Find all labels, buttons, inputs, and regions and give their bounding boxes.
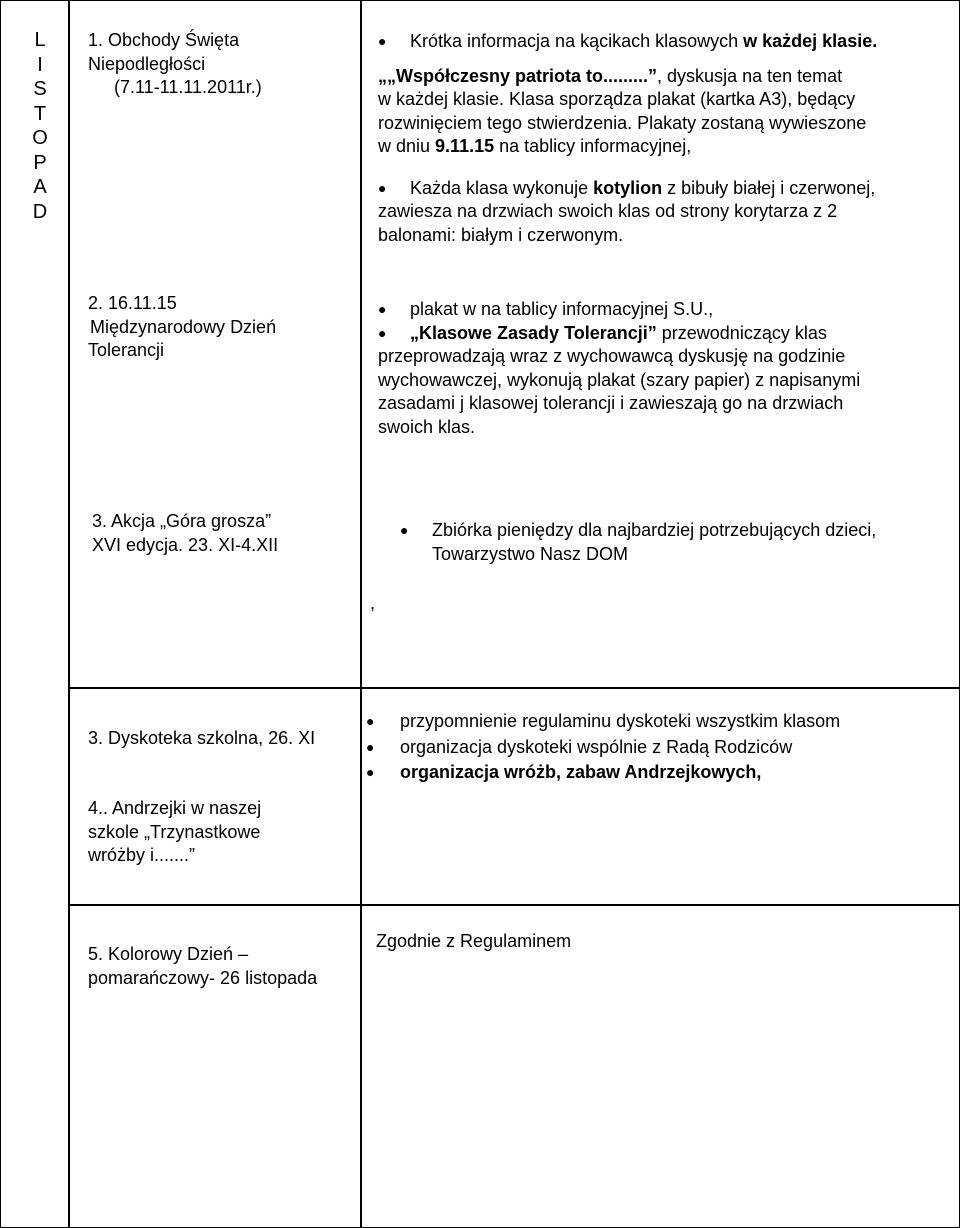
- item-text: organizacja dyskoteki wspólnie z Radą Rodziców: [400, 736, 793, 757]
- title-line: 1. Obchody Święta: [88, 30, 240, 50]
- item-text: zawiesza na drzwiach swoich klas od strony korytarza z 2: [378, 201, 838, 221]
- list-item: [366, 736, 951, 760]
- item-text: Towarzystwo Nasz DOM: [432, 543, 629, 564]
- title-line: Tolerancji: [88, 340, 165, 360]
- item-text: wychowawczej, wykonują plakat (szary papier) z napisanymi: [378, 369, 861, 390]
- list-item: [400, 519, 955, 566]
- bullet-icon: ●: [366, 764, 375, 780]
- item-emphasis: organizacja wróżb, zabaw Andrzejkowych,: [400, 762, 762, 782]
- title-line: Międzynarodowy Dzień: [90, 316, 277, 337]
- item-text: w każdej klasie. Klasa sporządza plakat (kartka A3), będący: [378, 89, 856, 109]
- list-item: [378, 322, 953, 440]
- item-text: plakat w na tablicy informacyjnej S.U.,: [410, 299, 714, 319]
- bullet-icon: ●: [378, 324, 387, 341]
- item-emphasis: 9.11.15: [435, 136, 495, 156]
- event-title-6: [88, 943, 317, 990]
- month-letter: P: [33, 151, 47, 174]
- month-label: [30, 28, 50, 224]
- bullet-icon: ●: [378, 33, 387, 49]
- column-divider-2: [360, 0, 362, 1228]
- event-details-2: [378, 298, 953, 439]
- event-title-3: [92, 510, 278, 557]
- bullet-icon: ●: [378, 301, 387, 317]
- item-text: , dyskusja na ten temat: [657, 65, 843, 86]
- item-text: z bibuły białej i czerwonej,: [662, 177, 876, 198]
- event-title-4: [88, 727, 315, 751]
- title-line: pomarańczowy- 26 listopada: [88, 967, 318, 988]
- month-letter: S: [33, 78, 47, 100]
- item-text: w dniu: [378, 136, 436, 156]
- row-divider-1: [68, 687, 960, 689]
- month-letter: T: [33, 102, 47, 125]
- item-text: balonami: białym i czerwonym.: [378, 224, 624, 245]
- item-text: przewodniczący klas: [656, 322, 827, 343]
- month-letter: L: [34, 29, 46, 51]
- item-text: na tablicy informacyjnej,: [494, 136, 692, 156]
- list-item: [378, 30, 953, 54]
- item-text: Każda klasa wykonuje: [410, 177, 594, 198]
- event-details-5: Zgodnie z Regulaminem: [376, 931, 572, 951]
- item-emphasis: kotylion: [593, 177, 663, 198]
- title-line: 4.. Andrzejki w naszej: [88, 798, 262, 818]
- stray-comma: ,: [370, 593, 376, 613]
- item-emphasis: w każdej klasie.: [743, 31, 878, 51]
- bullet-icon: ●: [400, 522, 409, 538]
- item-text: rozwinięciem tego stwierdzenia. Plakaty zostaną wywieszone: [378, 112, 867, 133]
- title-line: XVI edycja. 23. XI-4.XII: [92, 534, 279, 555]
- item-text: przeprowadzają wraz z wychowawcą dyskusję na godzinie: [378, 346, 846, 366]
- item-text: swoich klas.: [378, 416, 476, 437]
- month-letter: I: [37, 53, 43, 76]
- event-title-5: [88, 797, 261, 868]
- title-line: szkole „Trzynastkowe: [88, 821, 261, 842]
- title-line: 2. 16.11.15: [88, 293, 177, 313]
- month-letter: D: [32, 200, 48, 223]
- item-emphasis: „Klasowe Zasady Tolerancji”: [410, 322, 657, 343]
- month-letter: A: [33, 176, 47, 198]
- event-details-1: [378, 30, 953, 247]
- list-item: [378, 298, 953, 322]
- title-line: wróżby i.......”: [88, 845, 196, 865]
- title-line: 3. Akcja „Góra grosza”: [92, 511, 272, 531]
- title-line: 3. Dyskoteka szkolna, 26. XI: [88, 728, 316, 748]
- bullet-icon: ●: [378, 179, 387, 196]
- event-details-3: [400, 519, 955, 566]
- title-line: (7.11-11.11.2011r.): [114, 77, 262, 97]
- row-divider-2: [68, 904, 960, 906]
- event-details-4: [366, 710, 951, 785]
- event-title-1: [88, 29, 262, 100]
- item-emphasis: „„Współczesny patriota to.........”: [378, 65, 658, 86]
- title-line: 5. Kolorowy Dzień –: [88, 944, 249, 964]
- paragraph: [378, 65, 953, 159]
- month-letter: O: [32, 127, 48, 149]
- item-text: Krótka informacja na kącikach klasowych: [410, 31, 744, 51]
- title-line: Niepodległości: [88, 53, 206, 74]
- bullet-icon: ●: [366, 713, 375, 729]
- list-item: [366, 761, 951, 785]
- item-text: Zbiórka pieniędzy dla najbardziej potrzebujących dzieci,: [432, 520, 877, 540]
- item-text: przypomnienie regulaminu dyskoteki wszystkim klasom: [400, 711, 841, 731]
- bullet-icon: ●: [366, 738, 375, 755]
- event-title-2: [88, 292, 276, 363]
- list-item: [366, 710, 951, 734]
- list-item: [378, 177, 953, 248]
- item-text: zasadami j klasowej tolerancji i zawieszają go na drzwiach: [378, 393, 844, 413]
- column-divider-1: [68, 0, 70, 1228]
